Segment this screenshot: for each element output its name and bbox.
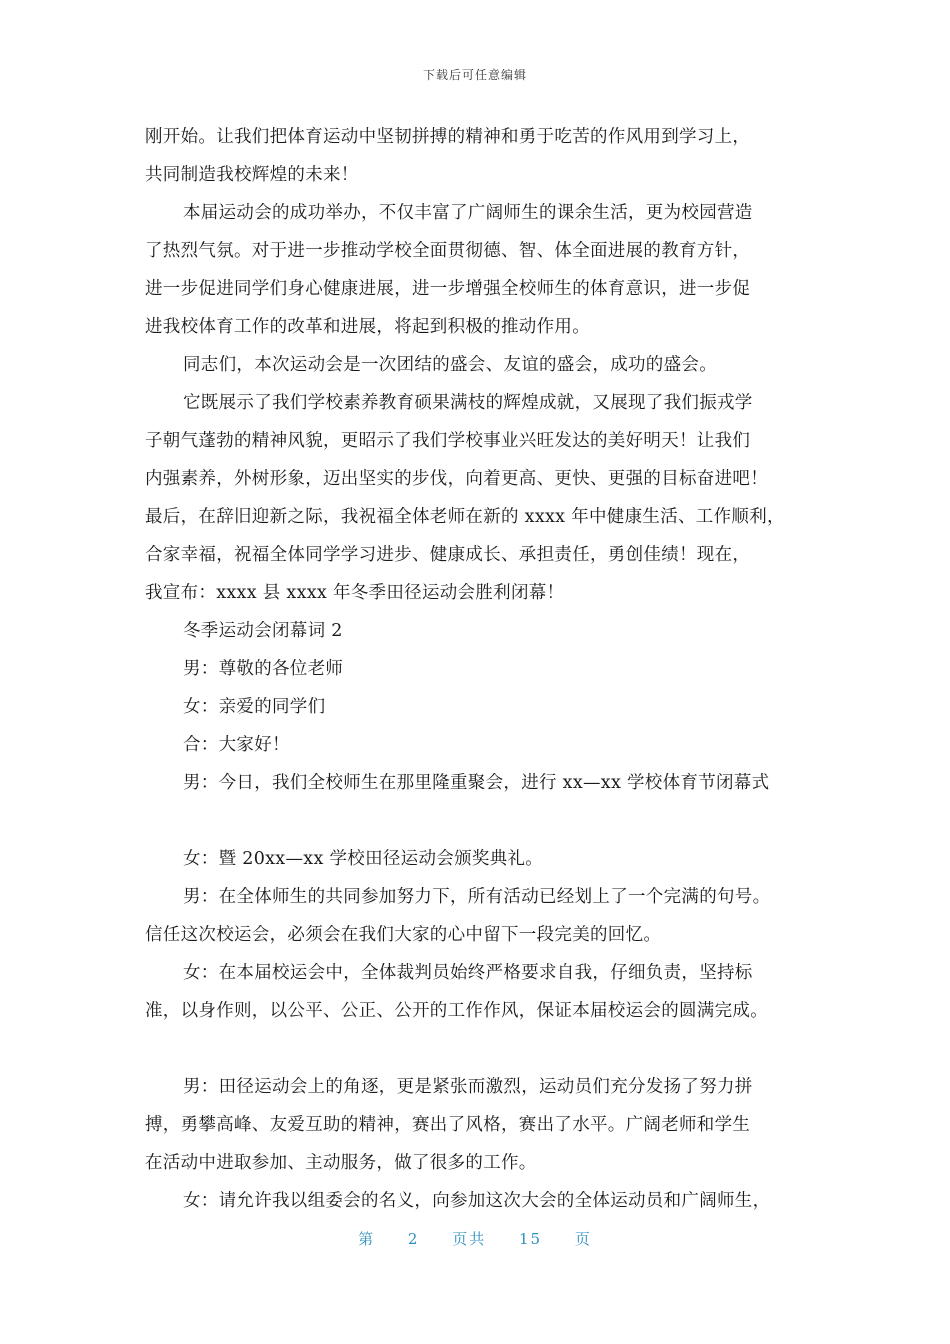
- text-line: 准，以身作则，以公平、公正、公开的工作作风，保证本届校运会的圆满完成。: [145, 1001, 768, 1021]
- document-body: [145, 118, 825, 1220]
- text-line: 进我校体育工作的改革和进展，将起到积极的推动作用。: [145, 317, 590, 337]
- header-note: 下载后可任意编辑: [422, 68, 527, 82]
- text-line: 合家幸福，祝福全体同学学习进步、健康成长、承担责任，勇创佳绩！现在，: [145, 545, 751, 565]
- text-line: 子朝气蓬勃的精神风貌，更昭示了我们学校事业兴旺发达的美好明天！让我们: [145, 431, 751, 451]
- text-line: 同志们，本次运动会是一次团结的盛会、友谊的盛会，成功的盛会。: [183, 355, 717, 375]
- paragraph-gap: [145, 802, 825, 840]
- footer-prefix: 第: [358, 1230, 376, 1248]
- text-line: 女：请允许我以组委会的名义，向参加这次大会的全体运动员和广阔师生，: [183, 1191, 771, 1211]
- text-line: 刚开始。让我们把体育运动中坚韧拼搏的精神和勇于吃苦的作风用到学习上，: [145, 127, 751, 147]
- footer-page-number: 2: [407, 1230, 420, 1248]
- text-line: 本届运动会的成功举办，不仅丰富了广阔师生的课余生活，更为校园营造: [183, 203, 753, 223]
- text-line: 女：亲爱的同学们: [183, 697, 326, 717]
- paragraph-gap: [145, 1030, 825, 1068]
- text-line: 进一步促进同学们身心健康进展，进一步增强全校师生的体育意识，进一步促: [145, 279, 751, 299]
- text-line: 共同制造我校辉煌的未来！: [145, 165, 359, 185]
- text-line: 了热烈气氛。对于进一步推动学校全面贯彻德、智、体全面进展的教育方针，: [145, 241, 751, 261]
- page-footer: [0, 1228, 950, 1249]
- text-line: 男：今日，我们全校师生在那里隆重聚会，进行 xx—xx 学校体育节闭幕式: [183, 773, 770, 793]
- text-line: 信任这次校运会，必须会在我们大家的心中留下一段完美的回忆。: [145, 925, 662, 945]
- text-line: 女：暨 20xx—xx 学校田径运动会颁奖典礼。: [183, 849, 544, 869]
- text-line: 它既展示了我们学校素养教育硕果满枝的辉煌成就，又展现了我们振戎学: [183, 393, 753, 413]
- text-line: 男：田径运动会上的角逐，更是紧张而激烈，运动员们充分发扬了努力拼: [183, 1077, 753, 1097]
- footer-suffix: 页: [574, 1230, 592, 1248]
- text-line: 搏，勇攀高峰、友爱互助的精神，赛出了风格，赛出了水平。广阔老师和学生: [145, 1115, 751, 1135]
- text-line: 冬季运动会闭幕词 2: [183, 621, 343, 641]
- text-line: 女：在本届校运会中，全体裁判员始终严格要求自我，仔细负责，坚持标: [183, 963, 753, 983]
- text-line: 合：大家好！: [183, 735, 290, 755]
- text-line: 男：尊敬的各位老师: [183, 659, 344, 679]
- text-line: 男：在全体师生的共同参加努力下，所有活动已经划上了一个完满的句号。: [183, 887, 771, 907]
- footer-total-pages: 15: [519, 1230, 543, 1248]
- text-line: 我宣布：xxxx 县 xxxx 年冬季田径运动会胜利闭幕！: [145, 583, 565, 603]
- text-line: 最后，在辞旧迎新之际，我祝福全体老师在新的 xxxx 年中健康生活、工作顺利，: [145, 507, 785, 527]
- text-line: 在活动中进取参加、主动服务，做了很多的工作。: [145, 1153, 537, 1173]
- footer-middle: 页共: [452, 1230, 487, 1248]
- text-line: 内强素养，外树形象，迈出坚实的步伐，向着更高、更快、更强的目标奋进吧！: [145, 469, 768, 489]
